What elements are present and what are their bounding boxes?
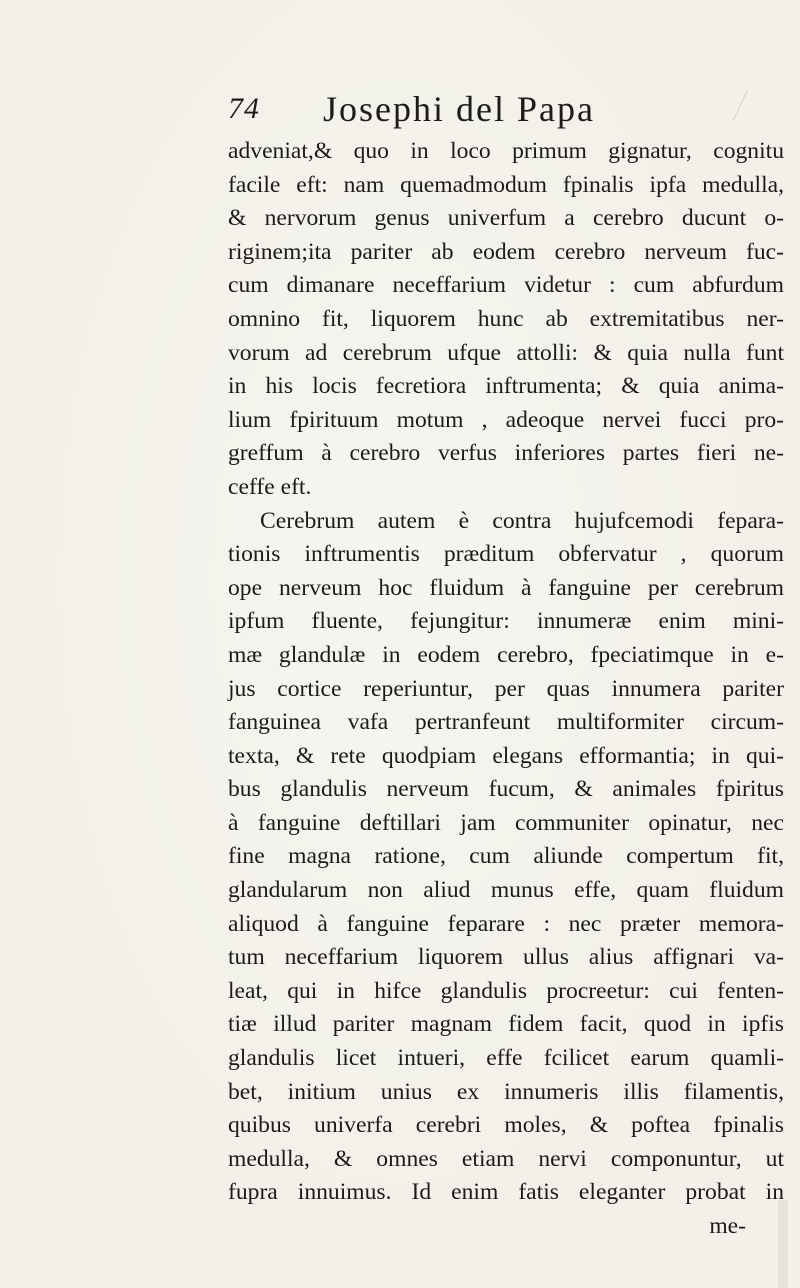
text-line: tionis inftrumentis præditum obfervatur , quorum bbox=[228, 541, 784, 568]
text-line: adveniat,& quo in loco primum gignatur, cognitu bbox=[228, 138, 784, 164]
text-line: & nervorum genus univerfum a cerebro ducunt o- bbox=[228, 205, 784, 232]
text-line: à fanguine deftillari jam communiter opinatur, nec bbox=[228, 809, 784, 836]
paragraph-end-line: ceffe eft. bbox=[228, 473, 312, 500]
text-line: medulla, & omnes etiam nervi componuntur, ut bbox=[228, 1145, 784, 1172]
text-line: tum neceffarium liquorem ullus alius affignari va- bbox=[228, 944, 784, 971]
text-line: greffum à cerebro verfus inferiores partes fieri ne- bbox=[228, 440, 784, 467]
text-line: vorum ad cerebrum ufque attolli: & quia nulla funt bbox=[228, 339, 784, 366]
text-line: fanguinea vafa pertranfeunt multiformiter circum- bbox=[228, 709, 784, 736]
text-line: glandulis licet intueri, effe fcilicet earum quamli- bbox=[228, 1045, 784, 1072]
text-line: facile eft: nam quemadmodum fpinalis ipfa medulla, bbox=[228, 171, 784, 198]
text-line: fupra innuimus. Id enim fatis eleganter probat in bbox=[228, 1179, 784, 1206]
page-header bbox=[228, 82, 748, 132]
text-line: aliquod à fanguine feparare : nec præter memora- bbox=[228, 910, 784, 937]
text-line: glandularum non aliud munus effe, quam fluidum bbox=[228, 877, 784, 904]
text-line: omnino fit, liquorem hunc ab extremitatibus ner- bbox=[228, 305, 784, 332]
text-line: bet, initium unius ex innumeris illis filamentis, bbox=[228, 1078, 784, 1105]
paragraph-first-line: Cerebrum autem è contra hujufcemodi fepara- bbox=[260, 507, 784, 534]
text-line: bus glandulis nerveum fucum, & animales fpiritus bbox=[228, 776, 784, 803]
text-line: in his locis fecretiora inftrumenta; & quia anima- bbox=[228, 373, 784, 400]
text-line: mæ glandulæ in eodem cerebro, fpeciatimque in e- bbox=[228, 641, 784, 668]
text-line: cum dimanare neceffarium videtur : cum abfurdum bbox=[228, 272, 784, 299]
body-text bbox=[228, 135, 793, 1244]
text-line: texta, & rete quodpiam elegans efformantia; in qui- bbox=[228, 742, 784, 769]
text-line: leat, qui in hifce glandulis procreetur: cui fenten- bbox=[228, 977, 784, 1004]
text-line: riginem;ita pariter ab eodem cerebro nerveum fuc- bbox=[228, 238, 784, 265]
text-line: ope nerveum hoc fluidum à fanguine per cerebrum bbox=[228, 574, 784, 601]
text-line: lium fpirituum motum , adeoque nervei fucci pro- bbox=[228, 406, 784, 433]
text-line: fine magna ratione, cum aliunde compertum fit, bbox=[228, 843, 784, 870]
catchword: me- bbox=[709, 1213, 746, 1239]
text-line: jus cortice reperiuntur, per quas innumera pariter bbox=[228, 675, 784, 702]
text-line: tiæ illud pariter magnam fidem facit, quod in ipfis bbox=[228, 1011, 784, 1038]
running-head: Josephi del Papa bbox=[323, 89, 595, 129]
page-number: 74 bbox=[228, 92, 260, 125]
text-line: ipfum fluente, fejungitur: innumeræ enim mini- bbox=[228, 608, 784, 635]
text-line: quibus univerfa cerebri moles, & poftea fpinalis bbox=[228, 1112, 784, 1139]
